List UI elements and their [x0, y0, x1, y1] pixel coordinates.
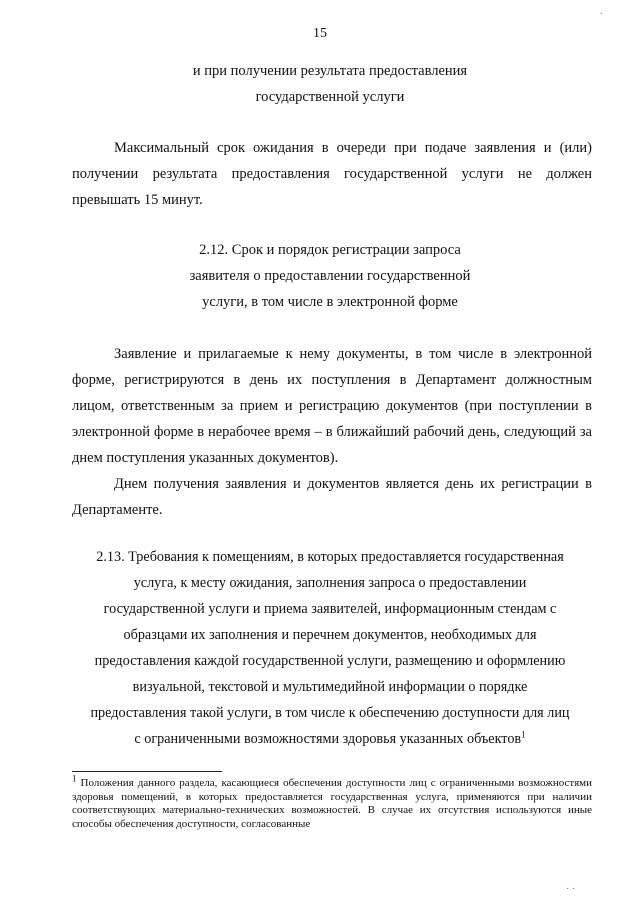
footnote-reference[interactable]: 1	[521, 729, 526, 740]
footnote-separator	[72, 771, 222, 772]
heading-line: государственной услуги и приема заявителей, информационным стендам с	[103, 601, 557, 617]
paragraph-text: Максимальный срок ожидания в очереди при подаче заявления и (или) получении результата предоставления государственной услуги не должен превышать 15 минут.	[72, 140, 592, 208]
scan-mark: .	[600, 6, 603, 17]
heading-line: услуги, в том числе в электронной форме	[202, 294, 458, 310]
footnote-marker: 1	[72, 773, 77, 784]
heading-line: услуга, к месту ожидания, заполнения запроса о предоставлении	[133, 575, 527, 591]
page-number: 15	[313, 26, 327, 41]
section-heading-2-13	[60, 544, 600, 752]
heading-line: 2.12. Срок и порядок регистрации запроса	[199, 242, 461, 258]
heading-line: предоставления каждой государственной услуги, размещению и оформлению	[94, 653, 566, 669]
heading-line: заявителя о предоставлении государственной	[189, 268, 471, 284]
section-heading-2-12	[60, 237, 600, 315]
scan-mark: · ·	[566, 884, 576, 895]
footnote	[72, 773, 592, 831]
heading-line-text: с ограниченными возможностями здоровья указанных объектов	[134, 731, 522, 747]
heading-line: и при получении результата предоставления	[192, 63, 468, 79]
paragraph-waiting-time	[72, 135, 592, 213]
paragraph-registration	[72, 341, 592, 523]
heading-line: 2.13. Требования к помещениям, в которых предоставляется государственная	[96, 549, 564, 565]
footnote-text: Положения данного раздела, касающиеся обеспечения доступности лиц с ограниченными возможностями здоровья помещений, в которых предоставляется государственная услуга, применяются при наличии соответствующих материально-технических возможностей. В случае их отсутствия используются иные способы обеспечения доступности, согласованные	[72, 777, 592, 830]
heading-line: визуальной, текстовой и мультимедийной информации о порядке	[132, 679, 528, 695]
section-heading-continuation	[60, 58, 600, 110]
heading-line	[60, 726, 600, 752]
paragraph-text: Днем получения заявления и документов является день их регистрации в Департаменте.	[72, 476, 592, 518]
heading-line: государственной услуги	[255, 89, 405, 105]
heading-line: образцами их заполнения и перечнем документов, необходимых для	[123, 627, 537, 643]
paragraph-text: Заявление и прилагаемые к нему документы, в том числе в электронной форме, регистрируются в день их поступления в Департамент должностным лицом, ответственным за прием и регистрацию документов (при поступлении в электронной форме в нерабочее время – в ближайший рабочий день, следующий за днем поступления указанных документов).	[72, 346, 592, 466]
heading-line: предоставления такой услуги, в том числе к обеспечению доступности для лиц	[90, 705, 570, 721]
